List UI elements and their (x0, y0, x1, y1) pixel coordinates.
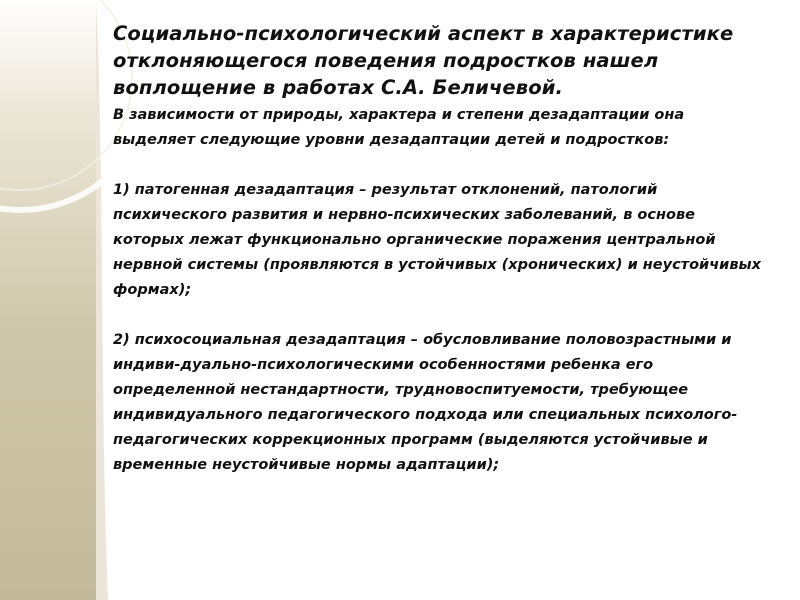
band-fill (0, 0, 96, 600)
slide-content (113, 20, 768, 478)
paragraph-gap (113, 303, 768, 328)
list-item-pathogenic: 1) патогенная дезадаптация – результат отклонений, патологий психического развития и нервно-психических заболеваний, в основе которых лежат функционально органические поражения центральной нервной системы (проявляются в устойчивых (хронических) и неустойчивых формах); (113, 182, 761, 298)
intro-paragraph: В зависимости от природы, характера и степени дезадаптации она выделяет следующие уровни дезадаптации детей и подростков: (113, 107, 685, 148)
slide-heading: Социально-психологический аспект в характеристике отклоняющегося поведения подростков нашел воплощение в работах С.А. Беличевой. (113, 22, 734, 99)
band-right-edge (96, 0, 108, 600)
paragraph-gap (113, 153, 768, 178)
slide-body (113, 103, 768, 478)
list-item-psychosocial: 2) психосоциальная дезадаптация – обусловливание половозрастными и индиви-дуально-психологическими особенностями ребенка его определенной нестандартности, трудновоспитуемости, требующее индивидуального педагогического подхода или специальных психолого-педагогических коррекционных программ (выделяются устойчивые и временные неустойчивые нормы адаптации); (113, 332, 738, 473)
